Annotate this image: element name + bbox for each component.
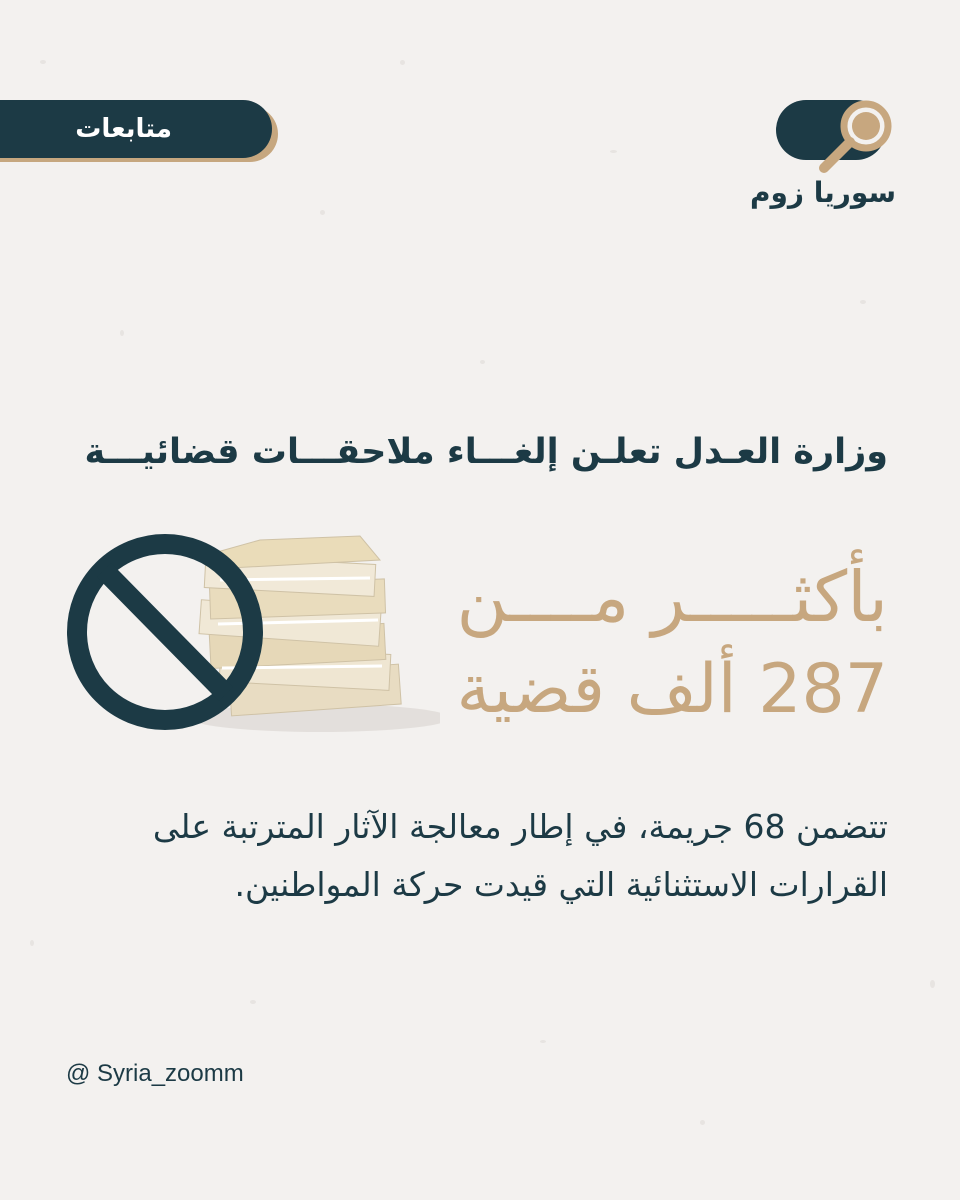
texture-speck: [320, 210, 325, 215]
texture-speck: [400, 60, 405, 65]
texture-speck: [480, 360, 485, 364]
texture-speck: [120, 330, 124, 336]
brand-logo: [749, 96, 900, 216]
category-tag-label: متابعات: [75, 114, 172, 144]
texture-speck: [40, 60, 46, 64]
category-tag: [0, 100, 272, 158]
texture-speck: [930, 980, 935, 988]
texture-speck: [860, 300, 866, 304]
body-paragraph: [68, 798, 888, 914]
highlight-line-2: 287 ألف قضية: [456, 650, 888, 729]
body-line-2: القرارات الاستثنائية التي قيدت حركة المواطنين.: [234, 865, 888, 904]
papers-illustration: [60, 520, 440, 760]
highlight-line-1: بأكثـــــر مــــن: [456, 556, 888, 638]
magnifier-icon: [814, 96, 900, 182]
headline: وزارة العـدل تعلـن إلغـــاء ملاحقـــات قضائيـــة: [84, 432, 888, 472]
texture-speck: [30, 940, 34, 946]
texture-speck: [540, 1040, 546, 1043]
body-line-1: تتضمن 68 جريمة، في إطار معالجة الآثار المترتبة على: [152, 807, 888, 846]
texture-speck: [250, 1000, 256, 1004]
texture-speck: [610, 150, 617, 153]
social-handle: @ Syria_zoomm: [66, 1060, 244, 1087]
texture-speck: [700, 1120, 705, 1125]
brand-name: سوريا زوم: [749, 176, 896, 209]
